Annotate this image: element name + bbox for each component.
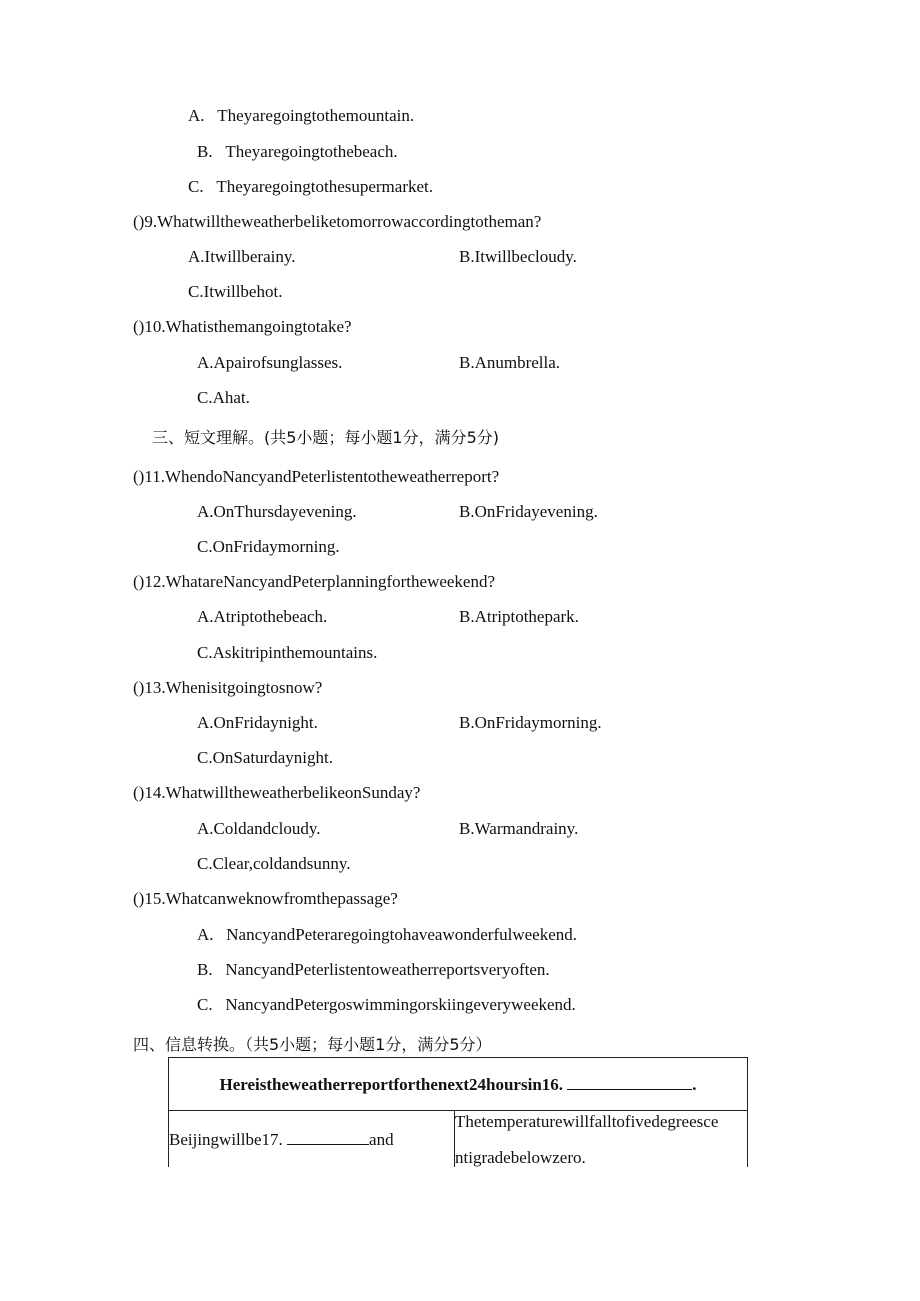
option-c: C.OnFridaymorning. bbox=[197, 537, 340, 556]
cell-text: ntigradebelowzero. bbox=[455, 1148, 586, 1167]
table-header bbox=[169, 1058, 748, 1111]
q8-option-b: B. Theyaregoingtothebeach. bbox=[197, 142, 398, 161]
header-text: Hereistheweatherreportforthenext24hoursin16. bbox=[219, 1075, 564, 1094]
question-stem: ()13.Whenisitgoingtosnow? bbox=[133, 678, 323, 697]
option-b: B. NancyandPeterlistentoweatherreportsveryoften. bbox=[197, 960, 550, 979]
question-stem: ()12.WhatareNancyandPeterplanningfortheweekend? bbox=[133, 572, 496, 591]
option-b: B.Atriptothepark. bbox=[459, 607, 579, 626]
option-b: B.OnFridayevening. bbox=[459, 502, 598, 521]
option-b: B.Warmandrainy. bbox=[459, 819, 579, 838]
header-period: . bbox=[692, 1075, 697, 1094]
option-c: C. NancyandPetergoswimmingorskiingeveryweekend. bbox=[197, 995, 576, 1014]
page-cut-mask bbox=[160, 1167, 760, 1301]
option-a: A.OnFridaynight. bbox=[197, 713, 318, 732]
weather-info-table bbox=[168, 1057, 748, 1184]
section-title: 四、信息转换。（共5小题；每小题1分，满分5分） bbox=[133, 1035, 492, 1054]
option-a: A.Atriptothebeach. bbox=[197, 607, 328, 626]
q8-option-c: C. Theyaregoingtothesupermarket. bbox=[188, 177, 434, 196]
question-stem: ()14.WhatwilltheweatherbelikeonSunday? bbox=[133, 783, 421, 802]
option-a: A.OnThursdayevening. bbox=[197, 502, 357, 521]
option-c: C.OnSaturdaynight. bbox=[197, 748, 333, 767]
answer-blank-17[interactable] bbox=[287, 1129, 369, 1145]
option-c: C.Clear,coldandsunny. bbox=[197, 854, 351, 873]
question-stem: ()9.Whatwilltheweatherbeliketomorrowaccordingtotheman? bbox=[133, 212, 542, 231]
option-a: A.Itwillberainy. bbox=[188, 247, 296, 266]
question-stem: ()15.Whatcanweknowfromthepassage? bbox=[133, 889, 398, 908]
answer-blank-16[interactable] bbox=[567, 1074, 692, 1090]
cell-text: Beijingwillbe17. bbox=[169, 1130, 283, 1149]
option-c: C.Askitripinthemountains. bbox=[197, 643, 378, 662]
q8-option-a: A. Theyaregoingtothemountain. bbox=[188, 106, 415, 125]
question-stem: ()10.Whatisthemangoingtotake? bbox=[133, 317, 352, 336]
option-c: C.Itwillbehot. bbox=[188, 282, 283, 301]
cell-text-and: and bbox=[369, 1130, 394, 1149]
option-a: A. NancyandPeteraregoingtohaveawonderfulweekend. bbox=[197, 925, 577, 944]
question-stem: ()11.WhendoNancyandPeterlistentotheweatherreport? bbox=[133, 467, 500, 486]
section-title: 三、短文理解。(共5小题；每小题1分，满分5分) bbox=[152, 428, 500, 447]
option-b: B.OnFridaymorning. bbox=[459, 713, 602, 732]
cell-text: Thetemperaturewillfalltofivedegreesce bbox=[455, 1112, 719, 1131]
option-c: C.Ahat. bbox=[197, 388, 250, 407]
option-a: A.Coldandcloudy. bbox=[197, 819, 321, 838]
option-b: B.Itwillbecloudy. bbox=[459, 247, 577, 266]
option-a: A.Apairofsunglasses. bbox=[197, 353, 343, 372]
option-b: B.Anumbrella. bbox=[459, 353, 561, 372]
